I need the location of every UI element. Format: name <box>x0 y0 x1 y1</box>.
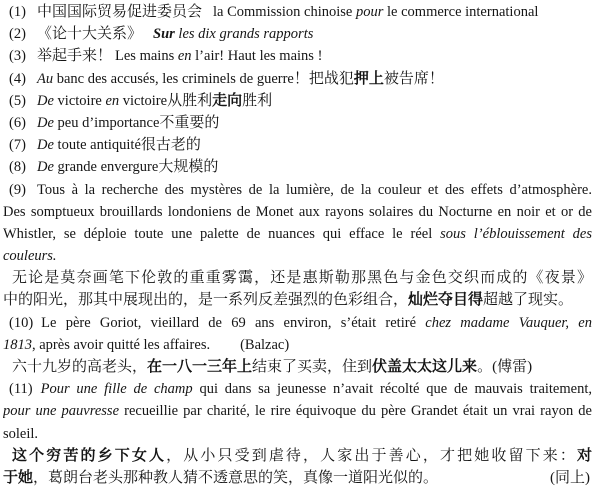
text-line <box>3 68 592 90</box>
example-number: (9) <box>9 181 26 198</box>
text-line <box>3 400 592 422</box>
document-page <box>3 1 592 489</box>
example-number: (11) <box>9 381 33 398</box>
phrase-part <box>159 115 219 131</box>
example-number: (10) <box>9 314 34 331</box>
text-segment: De <box>37 159 54 176</box>
example-5 <box>3 90 592 112</box>
text-line <box>3 1 592 23</box>
example-1 <box>3 1 592 23</box>
chinese-translation <box>3 267 592 311</box>
text-line <box>3 134 592 156</box>
attribution: (同上) <box>550 469 590 486</box>
example-9 <box>3 179 592 312</box>
text-segment: grande envergure <box>53 159 159 176</box>
text-segment: victoire <box>119 92 168 109</box>
example-number: (1) <box>9 4 26 20</box>
text-line <box>3 356 592 378</box>
text-segment: en <box>177 48 192 65</box>
text-segment: 被告席！ <box>383 70 444 87</box>
text-segment: 结束了买卖，住到 <box>252 359 373 375</box>
example-10 <box>3 312 592 379</box>
text-line <box>3 156 592 178</box>
text-line <box>3 23 592 45</box>
text-segment: en <box>105 92 120 109</box>
text-line <box>3 312 592 334</box>
text-line <box>3 289 592 311</box>
phrase-part <box>37 71 444 87</box>
text-segment: 于她 <box>3 469 34 486</box>
french-passage <box>3 312 592 356</box>
phrase-part <box>37 26 142 42</box>
text-segment: 中国国际贸易促进委员会 <box>37 4 203 20</box>
text-segment: le commerce international <box>383 4 539 20</box>
text-segment: 伏盖太太这儿来 <box>372 359 478 375</box>
phrase-part <box>37 4 202 20</box>
text-segment: 中的阳光，那其中展现出的，是一系列反差强烈的色彩组合， <box>3 292 409 309</box>
french-passage <box>3 378 592 445</box>
text-segment: les dix grands rapports <box>174 26 314 43</box>
text-segment: ，葛朗台老头那种教人猜不透意思的笑，真像一道阳光似的。 <box>33 469 439 486</box>
text-segment: 《论十大关系》 <box>37 26 143 43</box>
text-segment: 在一八一三年上 <box>147 359 253 375</box>
text-segment: Pour une fille de champ <box>40 381 193 398</box>
text-segment: toute antiquité <box>53 137 141 154</box>
text-line <box>3 445 592 467</box>
example-4 <box>3 68 592 90</box>
text-segment: la Commission chinoise <box>213 4 356 20</box>
example-number: (3) <box>9 48 26 65</box>
text-line <box>3 223 592 245</box>
example-3 <box>3 45 592 67</box>
example-number: (7) <box>9 137 26 154</box>
text-line <box>3 334 592 356</box>
french-passage <box>3 179 592 268</box>
text-line <box>3 467 592 489</box>
text-segment: Les mains <box>115 48 178 65</box>
text-segment: 1813 <box>3 336 32 353</box>
chinese-translation <box>3 356 592 378</box>
text-segment: 走向 <box>212 92 243 109</box>
text-segment: Tous à la recherche des mystères de la lumière, de la couleur et des effets d’atmosphère. <box>37 181 592 198</box>
phrase-part <box>158 159 218 175</box>
text-segment: 超越了现实。 <box>483 292 574 309</box>
text-segment: 很古老的 <box>140 137 201 154</box>
text-line <box>3 245 592 267</box>
text-segment: Sur <box>153 26 175 43</box>
text-segment: ！把战犯 <box>293 70 354 87</box>
example-8 <box>3 156 592 178</box>
text-segment: De <box>37 114 54 131</box>
text-segment: banc des accusés, les criminels de guerre <box>53 70 294 87</box>
text-segment: couleurs. <box>3 248 57 265</box>
text-segment: peu d’importance <box>53 114 160 131</box>
text-segment: Whistler, se déploie toute une palette de nuances qui efface le réel <box>3 225 441 242</box>
example-2 <box>3 23 592 45</box>
example-6 <box>3 112 592 134</box>
text-segment: Le père Goriot, vieillard de 69 ans environ, s’était retiré <box>41 314 426 331</box>
text-segment: sous l’éblouissement des <box>440 225 592 242</box>
example-number: (4) <box>9 70 26 87</box>
phrase-part <box>213 4 538 20</box>
text-segment: pour une pauvresse <box>3 403 120 420</box>
phrase-part <box>37 137 141 153</box>
text-segment: 胜利 <box>242 92 273 109</box>
text-segment: l’air! Haut les mains ! <box>191 48 323 65</box>
text-segment: 不重要的 <box>159 114 220 131</box>
phrase-part <box>37 48 112 64</box>
phrase-part <box>37 159 158 175</box>
text-segment: , après avoir quitté les affaires. <box>32 336 211 353</box>
text-segment: chez madame Vauquer, en <box>425 314 592 331</box>
phrase-part <box>141 137 201 153</box>
text-segment: qui dans sa jeunesse n’avait récolté que de mauvais traitement, <box>192 381 592 398</box>
text-segment: 对 <box>576 447 592 464</box>
text-line <box>3 378 592 400</box>
text-segment: De <box>37 92 54 109</box>
text-segment: Des somptueux brouillards londoniens de Monet aux rayons solaires du Nocturne en noir et or de <box>3 203 592 220</box>
text-segment: 从胜利 <box>167 92 213 109</box>
text-line <box>3 201 592 223</box>
attribution: (傅雷) <box>492 359 533 375</box>
example-7 <box>3 134 592 156</box>
text-line <box>3 267 592 289</box>
text-segment: 大规模的 <box>158 159 219 176</box>
text-segment: 六十九岁的高老头， <box>12 359 148 375</box>
example-11 <box>3 378 592 489</box>
example-number: (2) <box>9 26 26 43</box>
text-line <box>3 179 592 201</box>
text-segment: 押上 <box>353 70 384 87</box>
chinese-translation <box>3 445 592 489</box>
phrase-part <box>167 93 272 109</box>
text-segment: pour <box>356 4 384 20</box>
text-line <box>3 112 592 134</box>
text-segment: 举起手来！ <box>37 48 113 65</box>
text-segment: soleil. <box>3 425 39 442</box>
text-line <box>3 90 592 112</box>
phrase-part <box>115 48 322 64</box>
text-segment: ，从小只受到虐待，人家出于善心，才把她收留下来： <box>166 447 577 464</box>
text-segment: De <box>37 137 54 154</box>
example-number: (5) <box>9 92 26 109</box>
text-segment: victoire <box>53 92 106 109</box>
example-number: (6) <box>9 114 26 131</box>
text-segment: 灿烂夺目得 <box>408 292 484 309</box>
text-segment: recueillie par charité, le rire équivoque du père Grandet était un vrai rayon de <box>119 403 592 420</box>
text-segment: 无论是莫奈画笔下伦敦的重重雾霭，还是惠斯勒那黑色与金色交织而成的《夜景》 <box>12 270 592 287</box>
phrase-part <box>37 115 159 131</box>
text-line <box>3 423 592 445</box>
attribution: (Balzac) <box>240 336 290 353</box>
text-segment: 这个穷苦的乡下女人 <box>12 447 167 464</box>
text-segment: 。 <box>477 359 493 375</box>
phrase-part <box>37 93 167 109</box>
text-segment: Au <box>37 70 54 87</box>
text-line <box>3 45 592 67</box>
example-number: (8) <box>9 159 26 176</box>
phrase-part <box>153 26 313 42</box>
